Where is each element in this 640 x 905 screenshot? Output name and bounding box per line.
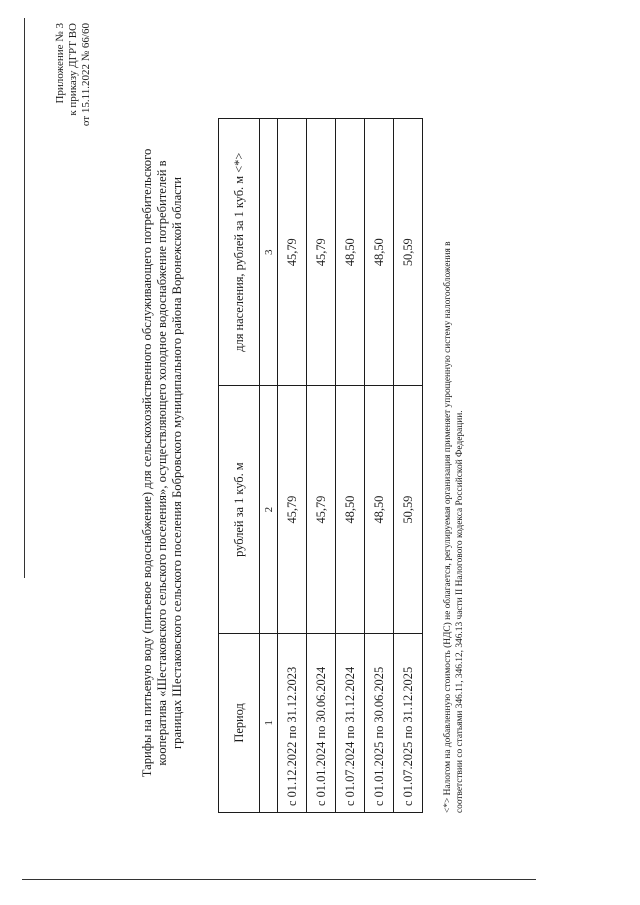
footnote bbox=[442, 93, 466, 813]
rate-cell: 45,79 bbox=[278, 385, 307, 632]
population-rate-cell: 48,50 bbox=[336, 118, 365, 385]
population-rate-cell: 48,50 bbox=[365, 118, 394, 385]
rate-cell: 45,79 bbox=[307, 385, 336, 632]
period-cell: с 01.01.2025 по 30.06.2025 bbox=[365, 633, 394, 812]
rate-cell: 50,59 bbox=[394, 385, 423, 632]
table-row bbox=[307, 118, 336, 812]
table-row bbox=[365, 118, 394, 812]
column-number-1: 1 bbox=[260, 633, 278, 812]
appendix-order: к приказу ДГРТ ВО bbox=[67, 22, 79, 116]
period-cell: с 01.12.2022 по 31.12.2023 bbox=[278, 633, 307, 812]
population-rate-cell: 45,79 bbox=[307, 118, 336, 385]
tariff-table bbox=[218, 118, 423, 813]
period-cell: с 01.07.2025 по 31.12.2025 bbox=[394, 633, 423, 812]
title-line-3: границах Шестаковского сельского поселения Бобровского муниципального района Воронежской области bbox=[170, 176, 184, 749]
appendix-date: от 15.11.2022 № 66/60 bbox=[80, 22, 92, 126]
rotated-page bbox=[40, 23, 600, 883]
footnote-line-1: <*> Налогом на добавленную стоимость (НДС) не облагается, регулируемая организация применяет упрощенную систему налогообложения в bbox=[443, 240, 453, 813]
period-cell: с 01.07.2024 по 31.12.2024 bbox=[336, 633, 365, 812]
scan-edge-left bbox=[24, 18, 25, 578]
table-row bbox=[278, 118, 307, 812]
column-number-row bbox=[260, 118, 278, 812]
title-line-2: кооператива «Шестаковского сельского поселения», осуществляющего холодное водоснабжение потребителей в bbox=[155, 159, 169, 766]
document-content bbox=[40, 23, 600, 883]
footnote-line-2: соответствии со статьями 346.11, 346.12, 346.13 части II Налогового кодекса Российской Федерации. bbox=[455, 409, 465, 813]
rate-cell: 48,50 bbox=[365, 385, 394, 632]
table-row bbox=[336, 118, 365, 812]
title-line-1: Тарифы на питьевую воду (питьевое водоснабжение) для сельскохозяйственного обслуживающего потребительского bbox=[140, 148, 154, 777]
period-cell: с 01.01.2024 по 30.06.2024 bbox=[307, 633, 336, 812]
header-rate: рублей за 1 куб. м bbox=[219, 385, 260, 632]
population-rate-cell: 50,59 bbox=[394, 118, 423, 385]
table-header-row bbox=[219, 118, 260, 812]
table-row bbox=[394, 118, 423, 812]
document-title bbox=[140, 113, 185, 813]
appendix-reference bbox=[54, 23, 93, 243]
rate-cell: 48,50 bbox=[336, 385, 365, 632]
column-number-3: 3 bbox=[260, 118, 278, 385]
header-period: Период bbox=[219, 633, 260, 812]
column-number-2: 2 bbox=[260, 385, 278, 632]
appendix-number: Приложение № 3 bbox=[54, 22, 66, 104]
header-rate-population: для населения, рублей за 1 куб. м <*> bbox=[219, 118, 260, 385]
population-rate-cell: 45,79 bbox=[278, 118, 307, 385]
